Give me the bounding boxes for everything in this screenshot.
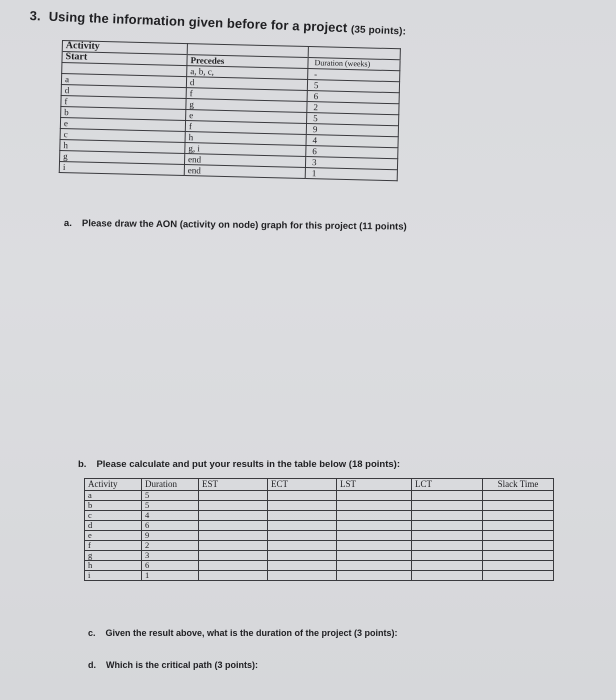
- slack-cell[interactable]: [483, 531, 554, 541]
- slack-cell[interactable]: [483, 501, 554, 511]
- est-cell[interactable]: [199, 491, 268, 501]
- lst-cell[interactable]: [337, 551, 412, 561]
- lct-cell[interactable]: [412, 521, 483, 531]
- table-row: b e 5: [61, 106, 399, 125]
- table-row: a, b, c, -: [62, 63, 400, 82]
- est-cell[interactable]: [199, 511, 268, 521]
- table-row: f 2: [85, 541, 554, 551]
- part-b-label: b.: [78, 459, 87, 470]
- table-row: b 5: [85, 501, 554, 511]
- table-row: c h 4: [60, 128, 398, 147]
- header-start: Start: [62, 52, 187, 66]
- est-cell[interactable]: [199, 571, 268, 581]
- ect-cell[interactable]: [268, 561, 337, 571]
- part-a-label: a.: [63, 218, 72, 230]
- question-text: Using the information given before for a project: [48, 8, 348, 36]
- header-est: EST: [199, 479, 268, 491]
- header-activity: Activity: [62, 41, 187, 55]
- header-slack-time: Slack Time: [483, 479, 554, 491]
- lst-cell[interactable]: [337, 571, 412, 581]
- lct-cell[interactable]: [412, 501, 483, 511]
- table-row: i 1: [85, 571, 554, 581]
- question-points: (35 points):: [350, 24, 407, 38]
- slack-cell[interactable]: [483, 511, 554, 521]
- ect-cell[interactable]: [268, 551, 337, 561]
- table-row: e 9: [85, 531, 554, 541]
- lct-cell[interactable]: [412, 551, 483, 561]
- table-row: d f 6: [61, 84, 399, 103]
- lct-cell[interactable]: [412, 571, 483, 581]
- header-duration: Duration (weeks): [308, 58, 400, 71]
- project-info-table: [59, 40, 401, 181]
- header-precedes: Precedes: [187, 55, 308, 69]
- ect-cell[interactable]: [268, 541, 337, 551]
- part-d-text: Which is the critical path (3 points):: [106, 660, 259, 670]
- header-activity: Activity: [85, 479, 142, 491]
- part-d-prompt: [88, 660, 258, 670]
- slack-cell[interactable]: [483, 541, 554, 551]
- table-row: f g 2: [61, 95, 399, 114]
- table-row: e f 9: [60, 117, 398, 136]
- ect-cell[interactable]: [268, 491, 337, 501]
- slack-cell[interactable]: [483, 521, 554, 531]
- slack-cell[interactable]: [483, 561, 554, 571]
- header-lct: LCT: [412, 479, 483, 491]
- est-cell[interactable]: [199, 521, 268, 531]
- ect-cell[interactable]: [268, 521, 337, 531]
- table-row: d 6: [85, 521, 554, 531]
- lct-cell[interactable]: [412, 511, 483, 521]
- header-lst: LST: [337, 479, 412, 491]
- lct-cell[interactable]: [412, 541, 483, 551]
- part-b-text: Please calculate and put your results in the table below (18 points):: [96, 459, 400, 470]
- lst-cell[interactable]: [337, 521, 412, 531]
- slack-cell[interactable]: [483, 491, 554, 501]
- lct-cell[interactable]: [412, 531, 483, 541]
- table-row: c 4: [85, 511, 554, 521]
- part-c-prompt: [88, 628, 398, 638]
- slack-cell[interactable]: [483, 551, 554, 561]
- est-cell[interactable]: [199, 561, 268, 571]
- lst-cell[interactable]: [337, 511, 412, 521]
- lst-cell[interactable]: [337, 531, 412, 541]
- table-row: h g, i 6: [60, 139, 398, 158]
- results-header-row: [85, 479, 554, 491]
- est-cell[interactable]: [199, 531, 268, 541]
- part-b-prompt: [78, 459, 400, 470]
- est-cell[interactable]: [199, 541, 268, 551]
- table-row: i end 1: [59, 161, 397, 180]
- ect-cell[interactable]: [268, 511, 337, 521]
- table-row: g end 3: [60, 150, 398, 169]
- est-cell[interactable]: [199, 551, 268, 561]
- lct-cell[interactable]: [412, 491, 483, 501]
- lst-cell[interactable]: [337, 541, 412, 551]
- results-table: [84, 478, 554, 581]
- ect-cell[interactable]: [268, 501, 337, 511]
- ect-cell[interactable]: [268, 531, 337, 541]
- part-c-label: c.: [88, 628, 96, 638]
- part-a-prompt: [64, 218, 407, 233]
- lst-cell[interactable]: [337, 491, 412, 501]
- part-c-text: Given the result above, what is the duration of the project (3 points):: [105, 628, 398, 638]
- question-title: [29, 8, 406, 37]
- table-row: g 3: [85, 551, 554, 561]
- ect-cell[interactable]: [268, 571, 337, 581]
- table-row: h 6: [85, 561, 554, 571]
- lst-cell[interactable]: [337, 561, 412, 571]
- slack-cell[interactable]: [483, 571, 554, 581]
- question-number: 3.: [29, 8, 42, 24]
- table-row: a 5: [85, 491, 554, 501]
- part-a-text: Please draw the AON (activity on node) graph for this project (11 points): [81, 218, 407, 233]
- part-d-label: d.: [88, 660, 96, 670]
- lct-cell[interactable]: [412, 561, 483, 571]
- header-duration: Duration: [142, 479, 199, 491]
- table-row: a d 5: [61, 74, 399, 93]
- header-ect: ECT: [268, 479, 337, 491]
- est-cell[interactable]: [199, 501, 268, 511]
- lst-cell[interactable]: [337, 501, 412, 511]
